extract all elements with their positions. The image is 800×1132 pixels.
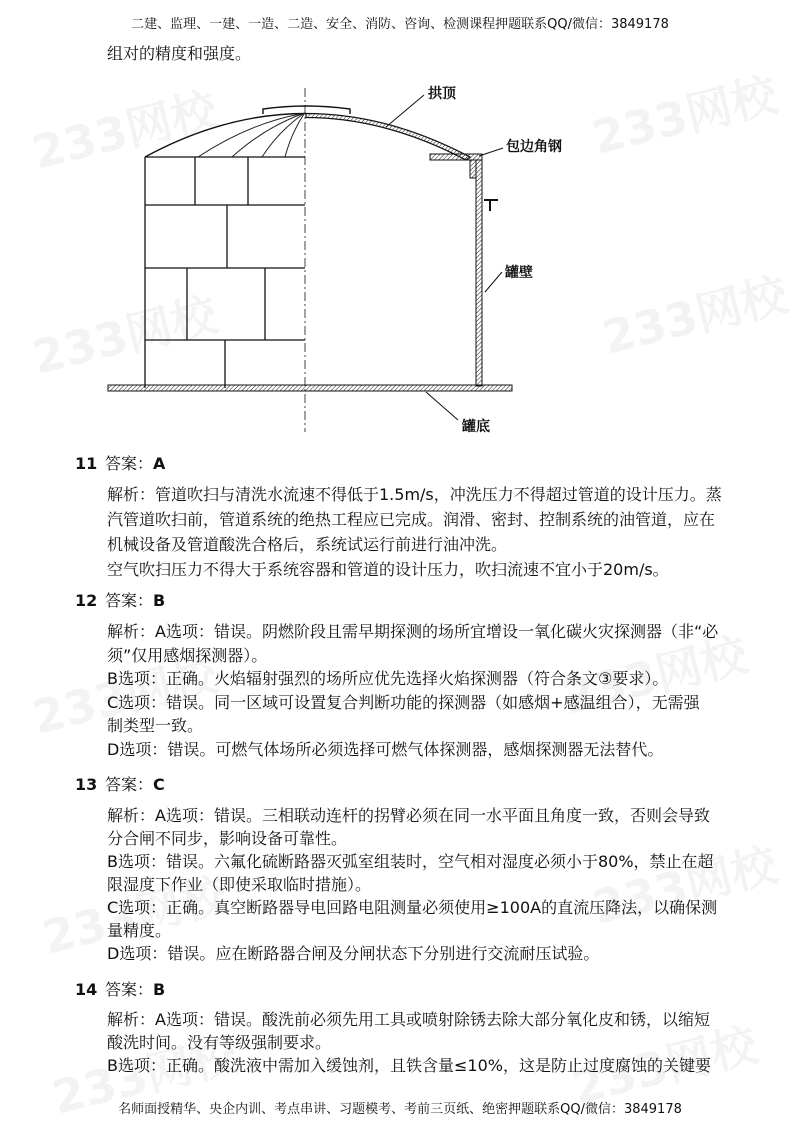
analysis-line: 解析：A选项：错误。酸洗前必须先用工具或喷射除锈去除大部分氧化皮和锈，以缩短 [107,1010,710,1029]
wall-leader-line [485,272,502,292]
continuation-line: 组对的精度和强度。 [107,44,252,63]
analysis-line: 解析：管道吹扫与清洗水流速不得低于1.5m/s，冲洗压力不得超过管道的设计压力。蒸 [107,485,722,504]
analysis-line: 分合闸不同步，影响设备可靠性。 [107,829,348,848]
analysis-line: D选项：错误。可燃气体场所必须选择可燃气体探测器，感烟探测器无法替代。 [107,739,664,759]
analysis-line: 解析：A选项：错误。三相联动连杆的拐臂必须在同一水平面且角度一致，否则会导致 [107,806,710,825]
question-number: 14 [75,980,98,999]
question-header [75,773,165,797]
edge-angle-leader-line [479,148,503,156]
question-header [75,589,165,613]
analysis-line: 解析：A选项：错误。阴燃阶段且需早期探测的场所宜增设一氧化碳火灾探测器（非“必 [107,622,719,641]
answer-label: 答案： [105,591,154,610]
analysis-line: 制类型一致。 [107,716,204,735]
page-header: 二建、监理、一建、一造、二造、安全、消防、咨询、检测课程押题联系QQ/微信：3849178 [131,17,669,32]
answer-letter: A [153,454,166,473]
answer-label: 答案： [105,454,154,473]
roof-rib [262,114,303,157]
answer-letter: B [153,980,166,999]
question-number: 13 [75,775,98,794]
wall-label: 罐壁 [505,265,533,281]
analysis-line: 量精度。 [107,921,172,940]
roof-label: 拱顶 [428,86,456,102]
analysis-line: B选项：错误。六氟化硫断路器灭弧室组装时，空气相对湿度必须小于80%，禁止在超 [107,852,714,871]
wall-stiffener [484,200,498,211]
question-analysis [107,482,722,582]
analysis-line: 须”仅用感烟探测器）。 [107,645,268,665]
tank-bottom-plate [108,385,512,391]
analysis-line: B选项：正确。火焰辐射强烈的场所应优先选择火焰探测器（符合条文③要求）。 [107,669,669,688]
edge-angle-label: 包边角钢 [506,139,562,155]
analysis-line: C选项：错误。同一区域可设置复合判断功能的探测器（如感烟+感温组合），无需强 [107,692,700,712]
question-number: 12 [75,591,98,610]
answer-label: 答案： [105,980,154,999]
question-analysis [107,620,718,761]
question-analysis [107,1008,711,1077]
tank-wall-section [476,160,482,386]
analysis-line: D选项：错误。应在断路器合闸及分闸状态下分别进行交流耐压试验。 [107,944,600,963]
roof-left-outline [145,114,306,158]
analysis-line: C选项：正确。真空断路器导电回路电阻测量必须使用≥100A的直流压降法，以确保测 [107,898,718,917]
question-header [75,978,165,1002]
edge-angle-horizontal-leg [430,154,482,160]
bottom-label: 罐底 [462,419,490,435]
analysis-line: 酸洗时间。没有等级强制要求。 [107,1033,332,1052]
analysis-line: B选项：正确。酸洗液中需加入缓蚀剂，且铁含量≤10%，这是防止过度腐蚀的关键要 [107,1056,711,1075]
roof-leader-line [386,95,424,127]
tank-diagram [100,75,570,445]
analysis-line: 空气吹扫压力不得大于系统容器和管道的设计压力，吹扫流速不宜小于20m/s。 [107,560,669,579]
roof-rib [198,114,300,157]
analysis-line: 汽管道吹扫前，管道系统的绝热工程应已完成。润滑、密封、控制系统的油管道，应在 [107,510,716,529]
question-header [75,452,165,476]
edge-angle-vertical-leg [470,160,476,178]
bottom-leader-line [426,392,458,420]
shell-plate-grid [145,157,305,388]
roof-right-shell [306,114,470,161]
watermark [595,258,793,368]
answer-label: 答案： [105,775,154,794]
analysis-line: 限湿度下作业（即使采取临时措施）。 [107,875,372,894]
answer-letter: B [153,591,166,610]
roof-cap-plate [263,106,350,114]
analysis-line: 机械设备及管道酸洗合格后，系统试运行前进行油冲洗。 [107,535,508,554]
answer-letter: C [153,775,165,794]
question-number: 11 [75,454,98,473]
page-footer: 名师面授精华、央企内训、考点串讲、习题模考、考前三页纸、绝密押题联系QQ/微信：3849178 [118,1102,682,1117]
watermark [585,58,783,168]
question-analysis [107,804,717,965]
